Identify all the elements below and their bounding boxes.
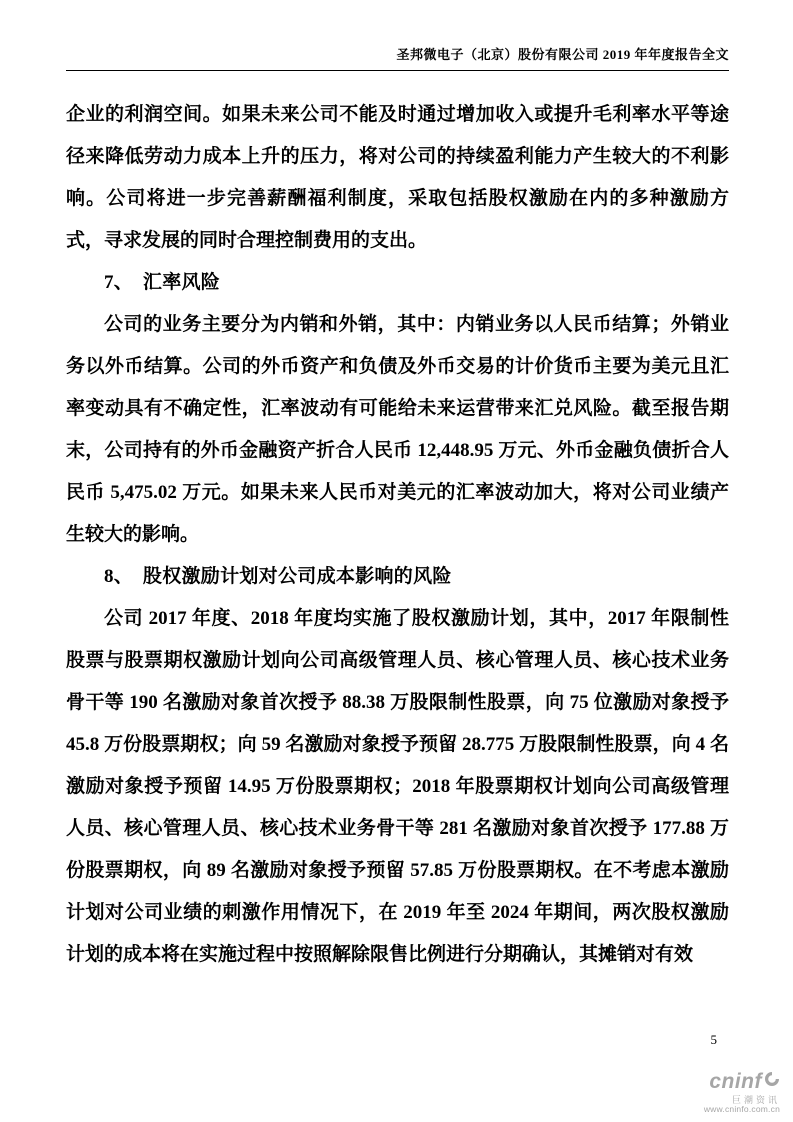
cninfo-logo — [704, 1070, 780, 1115]
page-number: 5 — [710, 1032, 717, 1047]
section-heading: 8、 股权激励计划对公司成本影响的风险 — [104, 566, 452, 587]
body-paragraph: 企业的利润空间。如果未来公司不能及时通过增加收入或提升毛利率水平等途径来降低劳动力成本上升的压力，将对公司的持续盈利能力产生较大的不利影响。公司将进一步完善薪酬福利制度，采取包括股权激励在内的多种激励方式，寻求发展的同时合理控制费用的支出。 — [66, 104, 729, 251]
body-paragraph: 公司的业务主要分为内销和外销，其中：内销业务以人民币结算；外销业务以外币结算。公司的外币资产和负债及外币交易的计价货币主要为美元且汇率变动具有不确定性，汇率波动有可能给未来运营带来汇兑风险。截至报告期末，公司持有的外币金融资产折合人民币 12,448.95 万元、外币金融负债折合人民币 5,475.02 万元。如果未来人民币对美元的汇率波动加大，将对公司业绩产生较大的影响。 — [66, 314, 729, 545]
cninfo-logo-url: www.cninfo.com.cn — [703, 1104, 780, 1115]
cninfo-logo-top — [704, 1070, 780, 1094]
section-heading: 7、 汇率风险 — [104, 272, 221, 293]
report-title: 圣邦微电子（北京）股份有限公司 2019 年年度报告全文 — [396, 47, 729, 62]
document-body — [66, 94, 734, 976]
cninfo-logo-icon — [764, 1071, 780, 1092]
cninfo-logo-text: cninf — [709, 1070, 762, 1093]
body-paragraph: 公司 2017 年度、2018 年度均实施了股权激励计划，其中，2017 年限制性股票与股票期权激励计划向公司高级管理人员、核心管理人员、核心技术业务骨干等 190 名激励对象首次授予 88.38 万股限制性股票，向 75 位激励对象授予 45.8 万份股票期权；向 59 名激励对象授予预留 28.775 万股限制性股票，向 4 名激励对象授予预留 14.95 万份股票期权；2018 年股票期权计划向公司高级管理人员、核心管理人员、核心技术业务骨干等 281 名激励对象首次授予 177.88 万份股票期权，向 89 名激励对象授予预留 57.85 万份股票期权。在不考虑本激励计划对公司业绩的刺激作用情况下，在 2019 年至 2024 年期间，两次股权激励计划的成本将在实施过程中按照解除限售比例进行分期确认，其摊销对有效 — [66, 608, 734, 965]
page-header — [66, 44, 729, 71]
cninfo-logo-chinese: 巨潮资讯 — [731, 1095, 780, 1106]
